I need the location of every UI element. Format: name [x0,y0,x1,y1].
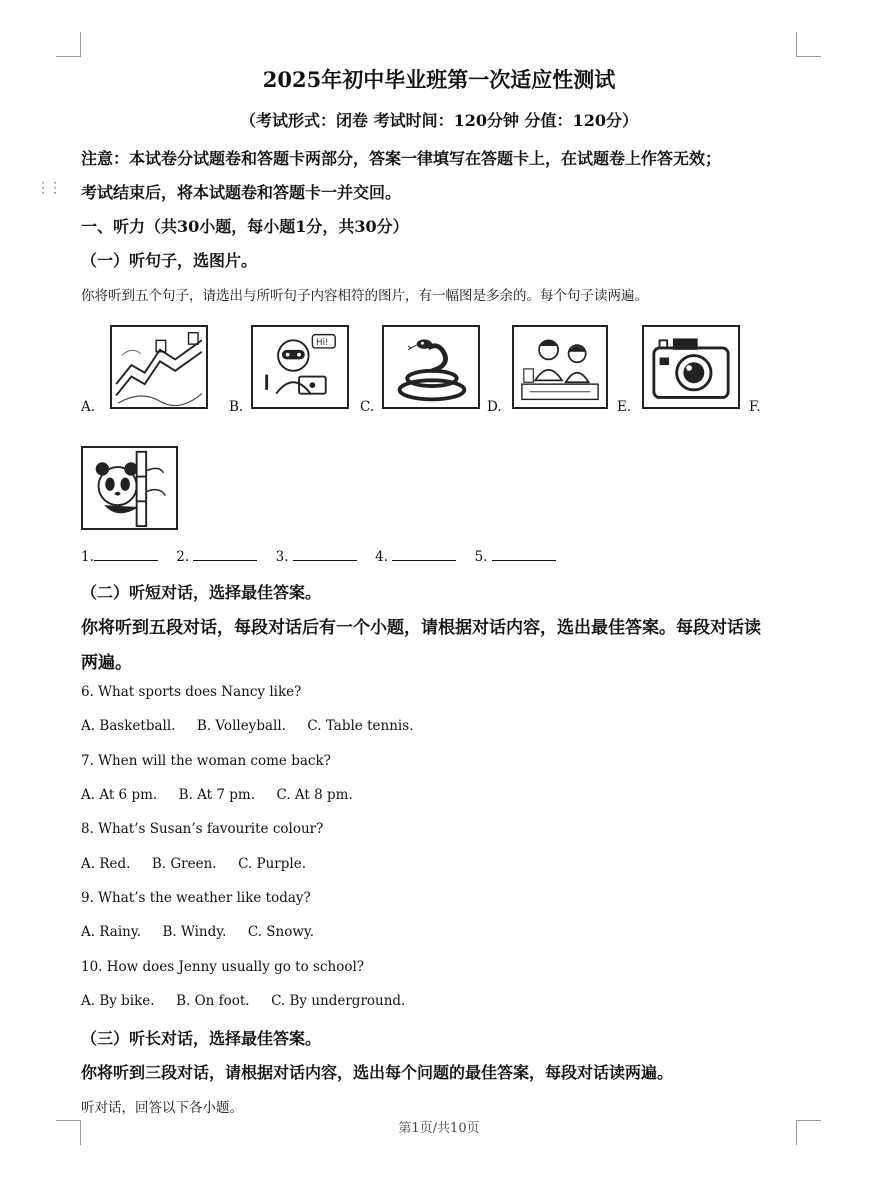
answer-blank[interactable]: 2. [176,548,257,565]
answer-options [81,718,413,734]
answer-options [81,993,405,1009]
drag-handle-icon[interactable]: ⋮⋮ [36,180,60,196]
option-label-e: E. [617,399,632,415]
option-label-c: C. [360,399,375,415]
robot-laptop-icon [251,325,349,409]
option-c: C. Purple. [238,856,306,872]
option-b: B. Windy. [162,924,227,940]
option-label-d: D. [487,399,502,415]
part2-instruction-line-2: 两遍。 [81,653,132,673]
notice-line-2: 考试结束后，将本试题卷和答题卡一并交回。 [81,183,402,202]
answer-blanks [81,548,570,565]
great-wall-icon [110,325,208,409]
page-corner-mark [56,32,81,57]
question-text: 10. How does Jenny usually go to school? [81,959,365,975]
option-c: C. At 8 pm. [276,787,353,803]
page-corner-mark [796,32,821,57]
answer-options [81,856,306,872]
notice-line-1: 注意：本试卷分试题卷和答题卡两部分，答案一律填写在答题卡上，在试题卷上作答无效； [81,149,722,168]
option-c: C. Table tennis. [307,718,414,734]
part3-instruction: 你将听到三段对话，请根据对话内容，选出每个问题的最佳答案，每段对话读两遍。 [81,1063,674,1082]
page-title: 2025年初中毕业班第一次适应性测试 [262,67,616,92]
answer-blank[interactable]: 4. [375,548,456,565]
option-a: A. At 6 pm. [81,787,158,803]
page-number: 第1页/共10页 [398,1121,480,1136]
option-a: A. Basketball. [81,718,176,734]
answer-blank[interactable]: 5. [475,548,556,565]
girls-playing-icon [512,325,608,409]
section-heading: 一、听力（共30小题，每小题1分，共30分） [81,217,409,236]
option-b: B. At 7 pm. [178,787,256,803]
option-label-b: B. [229,399,244,415]
panda-bamboo-icon [81,446,178,530]
option-a: A. Red. [81,856,131,872]
option-label-a: A. [81,399,96,415]
option-b: B. Volleyball. [196,718,286,734]
question-text: 9. What’s the weather like today? [81,890,311,906]
option-c: C. Snowy. [247,924,315,940]
answer-blank[interactable]: 3. [276,548,357,565]
part3-sub-instruction: 听对话，回答以下各小题。 [81,1100,243,1116]
part1-heading: （一）听句子，选图片。 [81,251,258,270]
snake-icon [382,325,480,409]
answer-options [81,924,314,940]
part2-heading: （二）听短对话，选择最佳答案。 [81,583,322,602]
answer-blank[interactable]: 1. [81,548,158,565]
question-text: 6. What sports does Nancy like? [81,684,302,700]
option-a: A. Rainy. [81,924,141,940]
part3-heading: （三）听长对话，选择最佳答案。 [81,1029,322,1048]
option-label-f: F. [749,399,761,415]
option-a: A. By bike. [81,993,155,1009]
option-b: B. Green. [151,856,217,872]
exam-info: （考试形式：闭卷 考试时间：120分钟 分值：120分） [240,111,638,130]
option-c: C. By underground. [271,993,406,1009]
camera-icon [642,325,740,409]
answer-options [81,787,353,803]
part1-instruction: 你将听到五个句子，请选出与所听句子内容相符的图片，有一幅图是多余的。每个句子读两遍。 [81,288,648,304]
question-text: 8. What’s Susan’s favourite colour? [81,821,324,837]
question-text: 7. When will the woman come back? [81,753,331,769]
svg-text:Hi!: Hi! [316,338,329,349]
option-b: B. On foot. [176,993,250,1009]
part2-instruction-line-1: 你将听到五段对话，每段对话后有一个小题，请根据对话内容，选出最佳答案。每段对话读 [81,618,761,638]
